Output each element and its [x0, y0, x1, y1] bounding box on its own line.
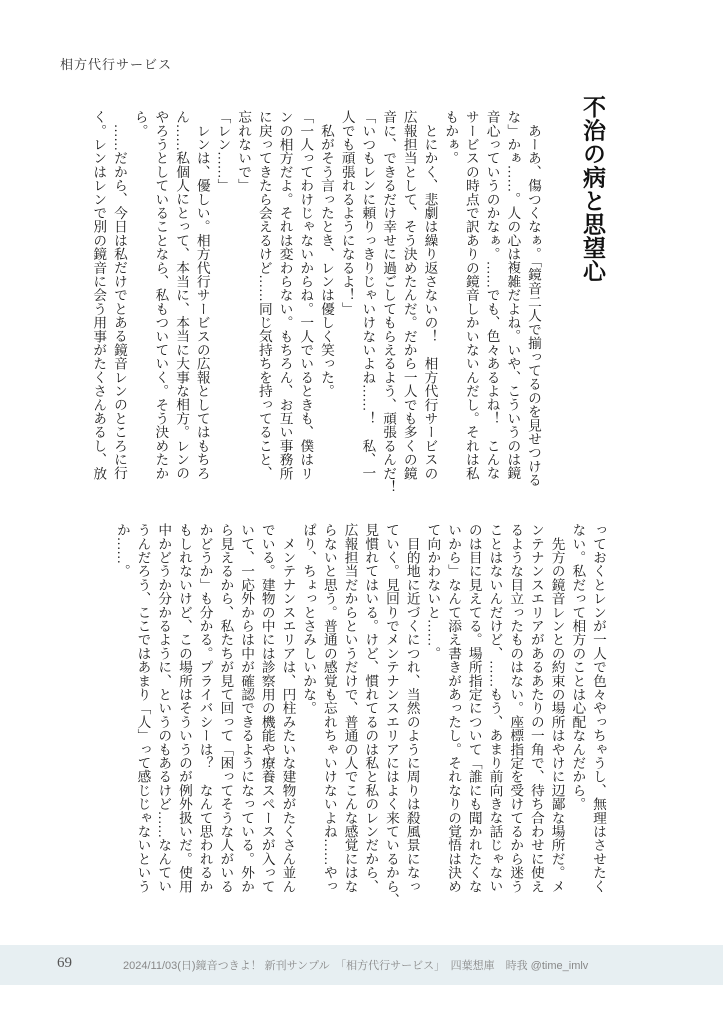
text-line: もかぁ。	[443, 110, 459, 165]
text-line: 忘れないで」	[236, 110, 252, 193]
text-line: らないと思う。普通の感覚も忘れちゃいけないよね……やっ	[321, 523, 337, 893]
text-line: 人でも頑張れるようになるよ！」	[339, 110, 355, 316]
text-line: でいる。建物の中には診察用の機能や療養スペースが入って	[259, 523, 275, 893]
text-line: く。レンはレンで別の鏡音に会う用事がたくさんあるし、放	[91, 110, 107, 480]
text-line: ない。私だって相方のことは心配なんだから。	[570, 523, 586, 811]
text-line: 私がそう言ったとき、レンは優しく笑った。	[318, 110, 334, 398]
text-line: メンテナンスエリアは、円柱みたいな建物がたくさん並ん	[280, 523, 296, 893]
text-line: ンテナンスエリアがあるあたりの一角で、待ち合わせに使え	[528, 523, 544, 893]
text-line: て向かわないと……。	[425, 523, 441, 660]
text-line: のは目に見えてる。場所指定について「誰にも聞かれたくな	[466, 523, 482, 893]
footer-colophon: 2024/11/03(日)鏡音つきよ！ 新刊サンプル 「相方代行サービス」 四葉想庫 時我 @time_imlv	[123, 960, 589, 972]
lower-text-block	[90, 523, 608, 918]
text-line: 「レン……」	[215, 110, 231, 193]
text-line: な」かぁ……。人の心は複雑だよね。いや、こういうのは鏡	[505, 110, 521, 480]
text-line: 「一人ってわけじゃないからね。一人でいるときも、僕はリ	[298, 110, 314, 480]
text-line: ……だから、今日は私だけでとある鏡音レンのところに行	[111, 110, 127, 480]
footer-bar	[0, 945, 723, 985]
page-number: 69	[57, 955, 72, 971]
text-line: か……。	[114, 523, 130, 578]
text-line: 先方の鏡音レンとの約束の場所はやけに辺鄙な場所だ。メ	[549, 523, 565, 893]
text-line: とにかく、悲劇は繰り返さないの！ 相方代行サービスの	[422, 110, 438, 480]
upper-text-block	[88, 110, 543, 500]
text-line: っておくとレンが一人で色々やっちゃうし、無理はさせたく	[591, 523, 606, 893]
text-line: ンの相方だよ。それは変わらない。もちろん、お互い事務所	[277, 110, 293, 480]
text-line: 見慣れてはいる。けど、慣れてるのは私と私のレンだから、	[363, 523, 379, 893]
text-line: もしれないけど、この場所はそういうのが例外扱いだ。使用	[176, 523, 192, 893]
text-line: 広報担当として、そう決めたんだ。だから一人でも多くの鏡	[401, 110, 417, 480]
text-line: サービスの時点で訳ありの鏡音しかいないんだし。それは私	[463, 110, 479, 480]
text-line: レンは、優しい。相方代行サービスの広報としてはもちろ	[194, 110, 210, 480]
text-line: 音に、できるだけ幸せに過ごしてもらえるよう、頑張るんだ！	[381, 110, 397, 494]
text-line: いて、一応外からは中が確認できるようになっている。外か	[239, 523, 255, 893]
text-line: ん……私個人にとって、本当に、本当に大事な相方。レンの	[174, 110, 190, 480]
text-line: るような目立ったものはない。座標指定を受けてるから迷う	[508, 523, 524, 893]
text-line: 音心っていうのかなぁ。……でも、色々あるよね！ こんな	[484, 110, 500, 480]
text-line: ていく。見回りでメンテナンスエリアにはよく来ているから、	[383, 523, 399, 907]
chapter-title: 不治の病と思望心	[580, 95, 606, 283]
text-line: に戻ってきたら会えるけど……同じ気持ちを持ってること、	[256, 110, 272, 480]
text-line: いから」なんて添え書きがあったし。それなりの覚悟は決め	[446, 523, 462, 893]
text-line: 「いつもレンに頼りっきりじゃいけないよね……！ 私、一	[360, 110, 376, 480]
text-line: 中かどうか分かるように、というのもあるけど……なんてい	[156, 523, 172, 893]
text-line: かどうか」も分かる。プライバシーは？ なんて思われるか	[197, 523, 213, 893]
running-head-title: 相方代行サービス	[60, 57, 173, 72]
text-line: あーあ、傷つくなぁ。「鏡音二人で揃ってるのを見せつける	[526, 110, 541, 487]
text-line: 目的地に近づくにつれ、当然のように周りは殺風景になっ	[404, 523, 420, 893]
text-line: ら見えるから、私たちが見て回って「困ってそうな人がいる	[218, 523, 234, 893]
text-line: やろうとしていることなら、私もついていく。そう決めたか	[153, 110, 169, 480]
text-line: ことはないんだけど、……もう、あまり前向きな話じゃない	[487, 523, 503, 893]
text-line: ら。	[132, 110, 148, 138]
text-line: 広報担当だからというだけで、普通の人でこんな感覚にはな	[342, 523, 358, 893]
text-line: ぱり、ちょっとさみしいかな。	[301, 523, 317, 715]
text-line: うんだろう、ここではあまり「人」って感じじゃないという	[135, 523, 151, 893]
